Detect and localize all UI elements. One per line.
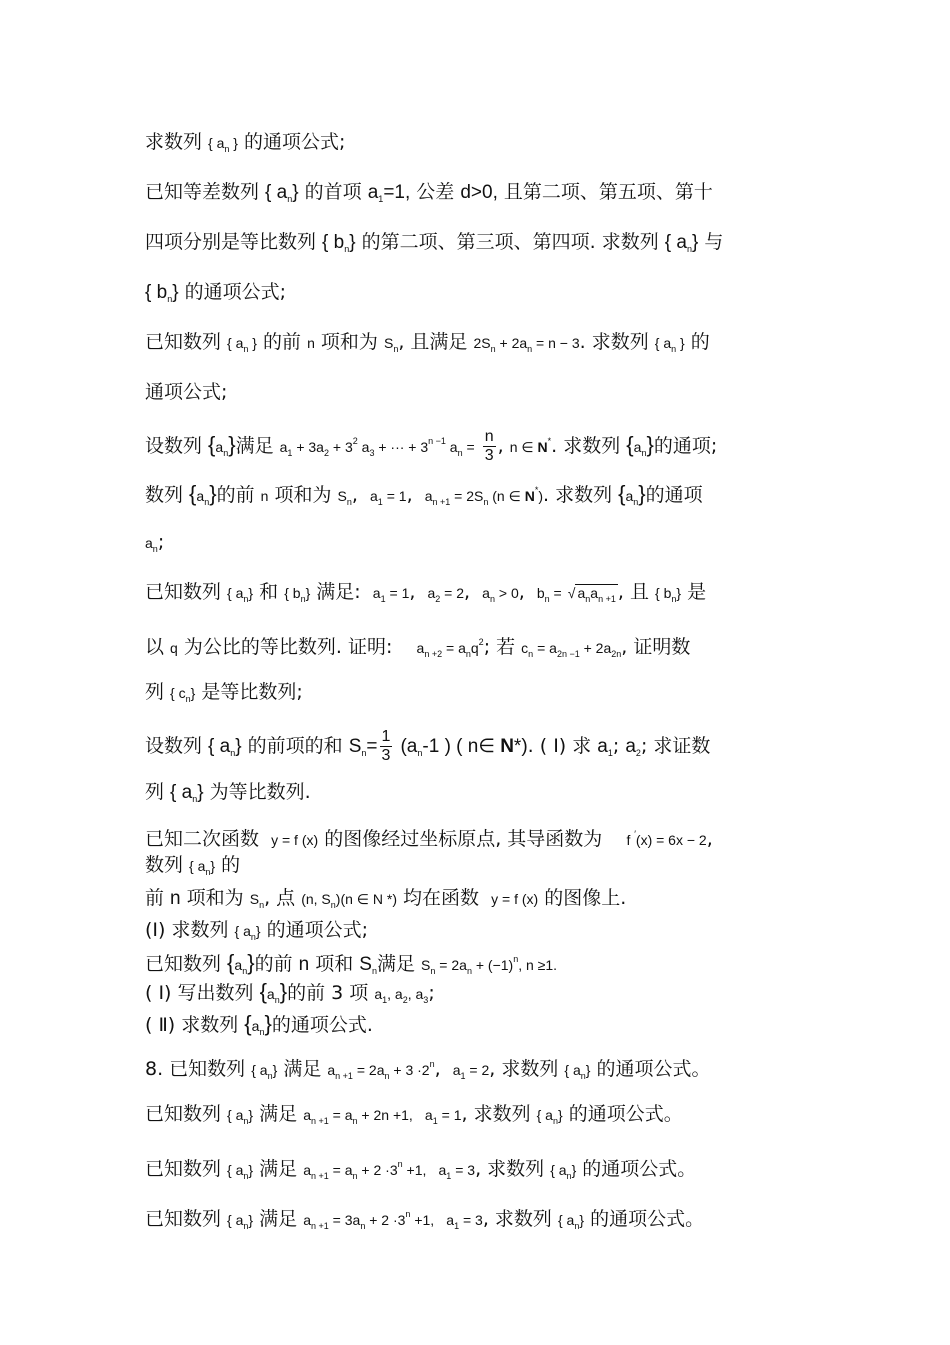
- text-line-23: 已知数列 { $a_n$} 满足 $a_{n +1} = a_n + 2n +1$, $a_1 = 1$, 求数列 { $a_n$} 的通项公式。: [145, 1103, 683, 1126]
- text-line-1: 求数列 { $a_n$ } 的通项公式;: [145, 131, 346, 154]
- text-line-15: 已知二次函数 y = f (x) 的图像经过坐标原点, 其导函数为 f ′(x) = 6x − 2,: [145, 828, 713, 850]
- text-line-24: 已知数列 { $a_n$} 满足 $a_{n +1} = a_n + 2 \cdot 3^n +1$, $a_1 = 3$, 求数列 { $a_n$} 的通项公式。: [145, 1158, 697, 1181]
- text-line-22: 8. 已知数列 { $a_n$} 满足 $a_{n +1} = 2a_n + 3 \cdot 2^n$, $a_1 = 2$, 求数列 { $a_n$} 的通项公式。: [145, 1058, 711, 1081]
- text-line-2: 已知等差数列 { $a_n$} 的首项 $a_1=1$, 公差 d>0, 且第二项、第五项、第十: [145, 181, 713, 204]
- text-line-25: 已知数列 { $a_n$} 满足 $a_{n +1} = 3a_n + 2 \cdot 3^n +1$, $a_1 = 3$, 求数列 { $a_n$} 的通项公式。: [145, 1208, 705, 1231]
- text-line-8: 数列 $\{a_n\}$的前 n 项和为 $S_n$, $a_1 = 1$, $a_{n +1} = 2S_n$ (n ∈ N*). 求数列 $\{a_n\}$的通项: [145, 481, 703, 507]
- text-line-4: { $b_n$} 的通项公式;: [145, 281, 287, 304]
- text-line-10: 已知数列 { $a_n$} 和 { $b_n$} 满足: $a_1 = 1$, $a_2 = 2$, $a_n > 0$, $b_n$ = √ $a_na_{n +1}$ , 且 { $b_n$} 是: [145, 581, 707, 604]
- text-line-12: 列 { $c_n$} 是等比数列;: [145, 681, 303, 704]
- text-line-20: ( Ⅰ) 写出数列 $\{a_n\}$的前 3 项 $a_1$, $a_2$, $a_3$;: [145, 979, 435, 1005]
- text-line-16: 数列 { $a_n$} 的: [145, 854, 241, 877]
- text-line-11: 以 q 为公比的等比数列. 证明: $a_{n +2} = a_nq^2$; 若 $c_n = a_{2n -1} + 2a_{2n}$, 证明数: [145, 636, 691, 659]
- text-line-14: 列 { $a_n$} 为等比数列.: [145, 781, 311, 804]
- text-line-13: 设数列 { $a_n$} 的前项的和 $S_n=$ $\frac{1}{3}$ ($a_n-1$ ) ( n∈ N*). ( Ⅰ) 求 $a_1$; $a_2$; 求证数: [145, 728, 711, 764]
- text-line-19: 已知数列 $\{a_n\}$的前 n 项和 $S_n$满足 $S_n = 2a_n + (-1)^n$, n ≥1.: [145, 950, 558, 976]
- text-line-9: $a_n$;: [145, 531, 165, 554]
- text-line-5: 已知数列 { $a_n$ } 的前 n 项和为 $S_n$, 且满足 $2S_n + 2a_n = n - 3$. 求数列 { $a_n$ } 的: [145, 331, 710, 354]
- text-line-6: 通项公式;: [145, 381, 228, 403]
- text-line-21: ( Ⅱ) 求数列 $\{a_n\}$的通项公式.: [145, 1011, 373, 1037]
- text-line-3: 四项分别是等比数列 { $b_n$} 的第二项、第三项、第四项. 求数列 { $a_n$} 与: [145, 231, 724, 254]
- text-line-7: 设数列 $\{a_n\}$满足 $a_1 + 3a_2 + 3^2$ $a_3$ + ··· + $3^{n -1}$ $a_n$ = $\frac{n}{3}$ , n ∈ N*. 求数列 $\{a_n\}$的通项;: [145, 428, 718, 464]
- text-line-17: 前 n 项和为 $S_n$, 点 (n, $S_n)(n$ ∈ N *) 均在函数 y = f (x) 的图像上.: [145, 887, 627, 910]
- text-line-18: (Ⅰ) 求数列 { $a_n$} 的通项公式;: [145, 919, 369, 942]
